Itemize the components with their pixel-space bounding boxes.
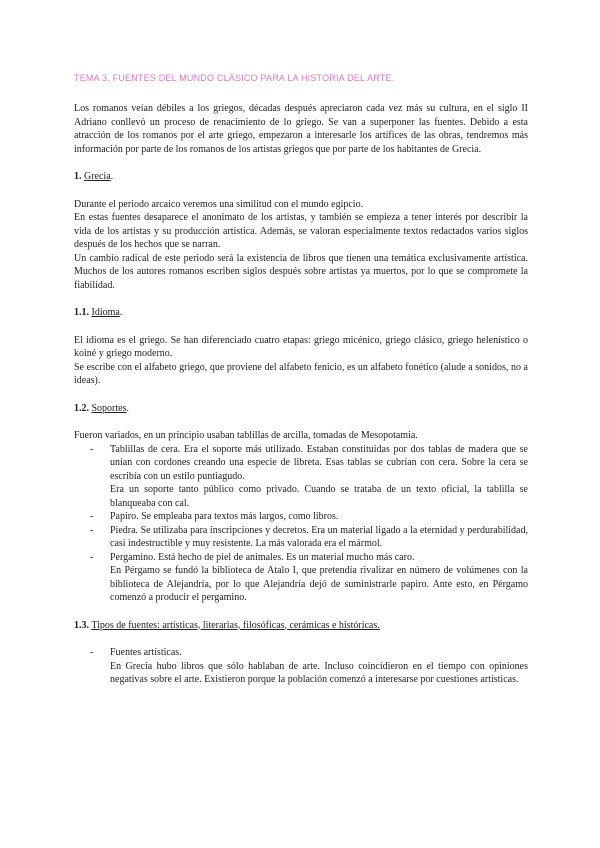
document-title: TEMA 3. FUENTES DEL MUNDO CLÁSICO PARA LA HISTORIA DEL ARTE. — [74, 73, 395, 83]
list-item — [90, 443, 528, 511]
paragraph: Durante el periodo arcaico veremos una similitud con el mundo egipcio. — [74, 198, 364, 210]
section-heading-grecia — [74, 170, 528, 184]
list-item-text: - Tablillas de cera. Era el soporte más utilizado. Estaban constituidas por dos tablas de madera que se unían con cordones creando una especie de libreta. Esas tablas se cubrían con cera. Sobre la cera se escribía con un estilo puntiagudo. — [110, 443, 528, 482]
section-number: 1. — [74, 171, 82, 182]
section-body-idioma — [74, 334, 528, 388]
bullet-list — [90, 646, 528, 687]
list-item-text: En Pérgamo se fundó la biblioteca de Atalo I, que pretendía rivalizar en número de volúmenes con la biblioteca de Alejandría, por lo que Alejandría dejó de suministrarle papiro. Ante esto, en Pérgamo comenzó a producir el pergamino. — [110, 565, 528, 603]
list-item — [90, 510, 528, 524]
list-item-text: - Piedra. Se utilizaba para inscripciones y decretos. Era un material ligado a la eternidad y perdurabilidad, casi indestructible y muy resistente. La más valorada era el mármol. — [110, 524, 528, 549]
section-suffix: . — [126, 402, 129, 414]
section-suffix: . — [110, 171, 114, 182]
section-label: Idioma — [91, 307, 120, 318]
section-body-grecia — [74, 198, 528, 293]
intro-section — [74, 102, 528, 156]
list-item-text: - Papiro. Se empleaba para textos más largos, como libros. — [110, 511, 339, 522]
section-suffix: . — [119, 307, 123, 318]
list-item-text: Era un soporte tanto público como privado. Cuando se trataba de un texto oficial, la tablilla se blanqueaba con cal. — [110, 484, 528, 509]
list-item-text: - Pergamino. Está hecho de piel de animales. Es un material mucho más caro. — [110, 551, 415, 563]
paragraph: Se escribe con el alfabeto griego, que proviene del alfabeto fenicio, es un alfabeto fonético (alude a sonidos, no a ideas). — [74, 361, 528, 386]
section-number: 1.3. — [74, 619, 89, 631]
paragraph: Un cambio radical de este periodo será la existencia de libros que tienen una temática exclusivamente artística. Muchos de los autores romanos escriben siglos después sobre artistas ya muertos, por lo que se compromete la fiabilidad. — [74, 252, 528, 291]
paragraph: El idioma es el griego. Se han diferenciado cuatro etapas: griego micénico, griego clásico, griego helenístico o koiné y griego moderno. — [74, 334, 528, 359]
section-heading-soportes — [74, 402, 528, 416]
paragraph: En estas fuentes desaparece el anonimato de los artistas, y también se empieza a tener interés por describir la vida de los artistas y su producción artística. Además, se valoran especialmente textos redactados varios siglos después de los hechos que se narran. — [74, 212, 528, 250]
section-number: 1.1. — [74, 307, 89, 318]
section-heading-tipos-de-fuentes — [74, 619, 528, 633]
list-item — [90, 551, 528, 605]
paragraph: Fueron variados, en un principio usaban tablillas de arcilla, tomadas de Mesopotamia. — [74, 430, 418, 441]
list-item — [90, 524, 528, 551]
section-label: Soportes — [91, 402, 127, 414]
list-item-text: En Grecia hubo libros que sólo hablaban de arte. Incluso coincidieron en el tiempo con opiniones negativas sobre el arte. Existieron porque la población comenzó a interesarse por cuestiones artísticas. — [110, 660, 528, 685]
section-label: Grecia — [84, 171, 111, 182]
section-body-soportes — [74, 429, 528, 605]
section-label: Tipos de fuentes: artísticas, literarias, filosóficas, cerámicas e históricas. — [91, 619, 380, 631]
list-item — [90, 646, 528, 687]
section-number: 1.2. — [74, 402, 89, 414]
section-body-tipos-de-fuentes — [74, 646, 528, 687]
bullet-list — [90, 443, 528, 605]
intro-paragraph: Los romanos veían débiles a los griegos, décadas después apreciaron cada vez más su cultura, en el siglo II Adriano conllevó un proceso de renacimiento de lo griego. Se van a superponer las fuentes. Debido a esta atracción de los romanos por el arte griego, empezaron a interesarle los artífices de las obras, tendremos más información por parte de los romanos de los artistas griegos que por parte de los habitantes de Grecia. — [74, 103, 528, 155]
list-item-text: - Fuentes artísticas. — [110, 647, 182, 658]
section-heading-idioma — [74, 306, 528, 320]
document-page — [74, 72, 528, 700]
